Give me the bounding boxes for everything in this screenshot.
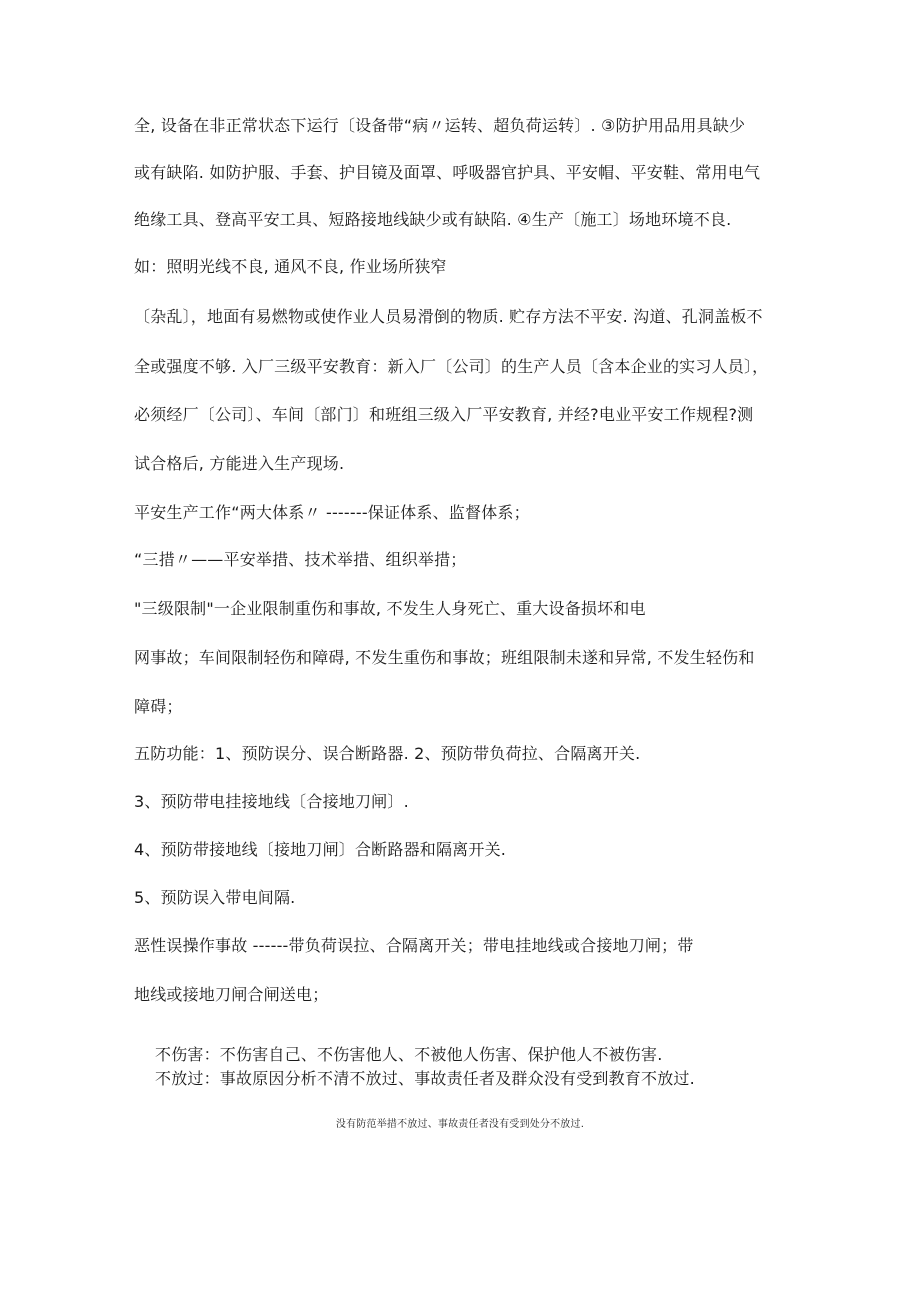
- paragraph-line: 不伤害：不伤害自己、不伤害他人、不被他人伤害、保护他人不被伤害.: [155, 1045, 663, 1064]
- paragraph-line: 〔杂乱〕，地面有易燃物或使作业人员易滑倒的物质. 贮存方法不平安. 沟道、孔洞盖板不: [134, 307, 763, 326]
- paragraph-line: 绝缘工具、登高平安工具、短路接地线缺少或有缺陷. ④生产〔施工〕场地环境不良.: [134, 210, 732, 229]
- paragraph-line: 平安生产工作“两大体系〃 -------保证体系、监督体系；: [134, 503, 530, 522]
- paragraph-line: “三措〃——平安举措、技术举措、组织举措；: [134, 550, 467, 569]
- paragraph-line: 障碍；: [134, 697, 183, 716]
- paragraph-line: 全或强度不够. 入厂三级平安教育：新入厂〔公司〕的生产人员〔含本企业的实习人员〕，: [134, 357, 769, 376]
- paragraph-line: 网事故；车间限制轻伤和障碍, 不发生重伤和事故；班组限制未遂和异常, 不发生轻伤和: [134, 648, 755, 667]
- paragraph-line: 必须经厂〔公司〕、车间〔部门〕和班组三级入厂平安教育, 并经?电业平安工作规程?测: [134, 405, 754, 424]
- paragraph-line: 4、预防带接地线〔接地刀闸〕合断路器和隔离开关.: [134, 840, 507, 859]
- paragraph-line: 全, 设备在非正常状态下运行〔设备带“病〃运转、超负荷运转〕. ③防护用品用具缺少: [134, 116, 746, 135]
- paragraph-line: 地线或接地刀闸合闸送电；: [134, 985, 329, 1004]
- paragraph-line: 5、预防误入带电间隔.: [134, 888, 296, 907]
- paragraph-line: 不放过：事故原因分析不清不放过、事故责任者及群众没有受到教育不放过.: [155, 1069, 695, 1088]
- paragraph-line: 五防功能：1、预防误分、误合断路器. 2、预防带负荷拉、合隔离开关.: [134, 744, 641, 763]
- paragraph-line: 或有缺陷. 如防护服、手套、护目镜及面罩、呼吸器官护具、平安帽、平安鞋、常用电气: [134, 163, 761, 182]
- paragraph-line: "三级限制"一企业限制重伤和事故, 不发生人身死亡、重大设备损坏和电: [134, 599, 646, 618]
- paragraph-line: 恶性误操作事故 ------带负荷误拉、合隔离开关；带电挂地线或合接地刀闸；带: [134, 936, 694, 955]
- paragraph-line: 试合格后, 方能进入生产现场.: [134, 454, 345, 473]
- paragraph-line: 没有防范举措不放过、事故责任者没有受到处分不放过.: [335, 1119, 585, 1130]
- paragraph-line: 3、预防带电挂接地线〔合接地刀闸〕.: [134, 792, 409, 811]
- paragraph-line: 如：照明光线不良, 通风不良, 作业场所狭窄: [134, 257, 447, 276]
